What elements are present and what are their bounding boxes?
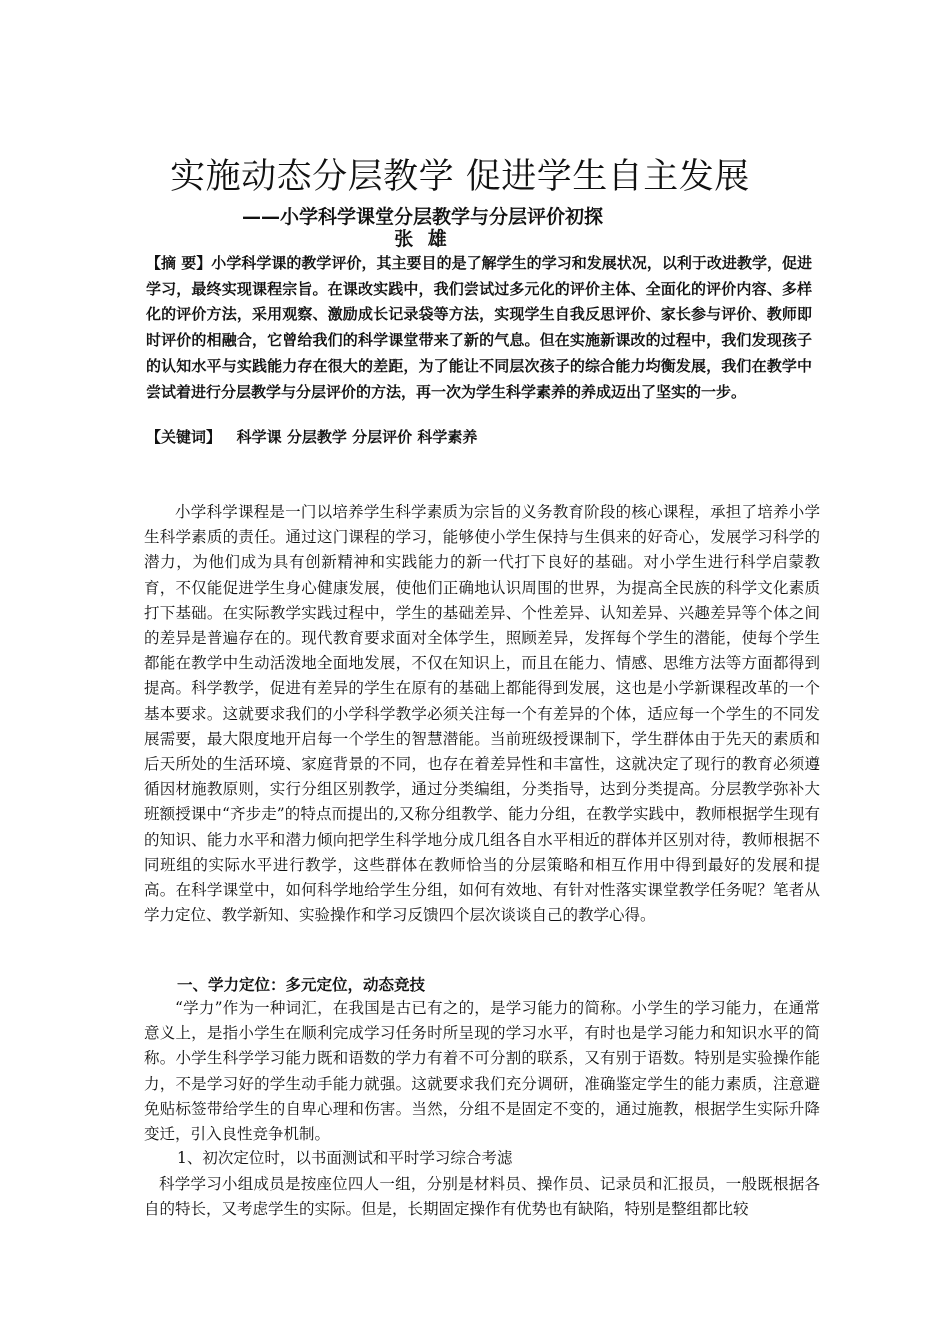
keywords: 【关键词】 科学课 分层教学 分层评价 科学素养: [146, 428, 478, 446]
abstract: 【摘 要】小学科学课的教学评价，其主要目的是了解学生的学习和发展状况，以利于改进教学，促进学习，最终实现课程宗旨。在课改实践中，我们尝试过多元化的评价主体、全面化的评价内容、多样化的评价方法，采用观察、激励成长记录袋等方法，实现学生自我反思评价、家长参与评价、教师即时评价的相融合，它曾给我们的科学课堂带来了新的气息。但在实施新课改的过程中，我们发现孩子的认知水平与实践能力存在很大的差距，为了能让不同层次孩子的综合能力均衡发展，我们在教学中尝试着进行分层教学与分层评价的方法，再一次为学生科学素养的养成迈出了坚实的一步。: [146, 254, 812, 401]
body-paragraph-intro: 小学科学课程是一门以培养学生科学素质为宗旨的义务教育阶段的核心课程，承担了培养小学生科学素质的责任。通过这门课程的学习，能够使小学生保持与生俱来的好奇心，发展学习科学的潜力，为他们成为具有创新精神和实践能力的新一代打下良好的基础。对小学生进行科学启蒙教育，不仅能促进学生身心健康发展，使他们正确地认识周围的世界，为提高全民族的科学文化素质打下基础。在实际教学实践过程中，学生的基础差异、个性差异、认知差异、兴趣差异等个体之间的差异是普遍存在的。现代教育要求面对全体学生，照顾差异，发挥每个学生的潜能，使每个学生都能在教学中生动活泼地全面地发展，不仅在知识上，而且在能力、情感、思维方法等方面都得到提高。科学教学，促进有差异的学生在原有的基础上都能得到发展，这也是小学新课程改革的一个基本要求。这就要求我们的小学科学教学必须关注每一个有差异的个体，适应每一个学生的不同发展需要，最大限度地开启每一个学生的智慧潜能。当前班级授课制下，学生群体由于先天的素质和后天所处的生活环境、家庭背景的不同，也存在着差异性和丰富性，这就决定了现行的教育必须遵循因材施教原则，实行分组区别教学，通过分类编组，分类指导，达到分类提高。分层教学弥补大班额授课中“齐步走”的特点而提出的,又称分组教学、能力分组，在教学实践中，教师根据学生现有的知识、能力水平和潜力倾向把学生科学地分成几组各自水平相近的群体并区别对待，教师根据不同班组的实际水平进行教学，这些群体在教师恰当的分层策略和相互作用中得到最好的发展和提高。在科学课堂中，如何科学地给学生分组，如何有效地、有针对性落实课堂教学任务呢？笔者从学力定位、教学新知、实验操作和学习反馈四个层次谈谈自己的教学心得。: [144, 503, 820, 925]
paper-subtitle: ——小学科学课堂分层教学与分层评价初探: [241, 206, 603, 228]
body-paragraph-subsection1: 科学学习小组成员是按座位四人一组，分别是材料员、操作员、记录员和汇报员，一般既根据各自的特长，又考虑学生的实际。但是，长期固定操作有优势也有缺陷，特别是整组都比较: [144, 1175, 820, 1219]
author-name: 张 雄: [394, 228, 451, 250]
paper-title: 实施动态分层教学 促进学生自主发展: [170, 157, 750, 198]
subsection-heading-1: 1、初次定位时，以书面测试和平时学习综合考滤: [177, 1149, 513, 1167]
section-heading-1: 一、学力定位：多元定位，动态竞技: [177, 976, 426, 994]
body-paragraph-section1: “学力”作为一种词汇，在我国是古已有之的，是学习能力的简称。小学生的学习能力，在通常意义上，是指小学生在顺利完成学习任务时所呈现的学习水平，有时也是学习能力和知识水平的简称。小学生科学学习能力既和语数的学力有着不可分割的联系，又有别于语数。特别是实验操作能力，不是学习好的学生动手能力就强。这就要求我们充分调研，准确鉴定学生的能力素质，注意避免贴标签带给学生的自卑心理和伤害。当然，分组不是固定不变的，通过施教，根据学生实际升降变迁，引入良性竞争机制。: [144, 999, 820, 1144]
